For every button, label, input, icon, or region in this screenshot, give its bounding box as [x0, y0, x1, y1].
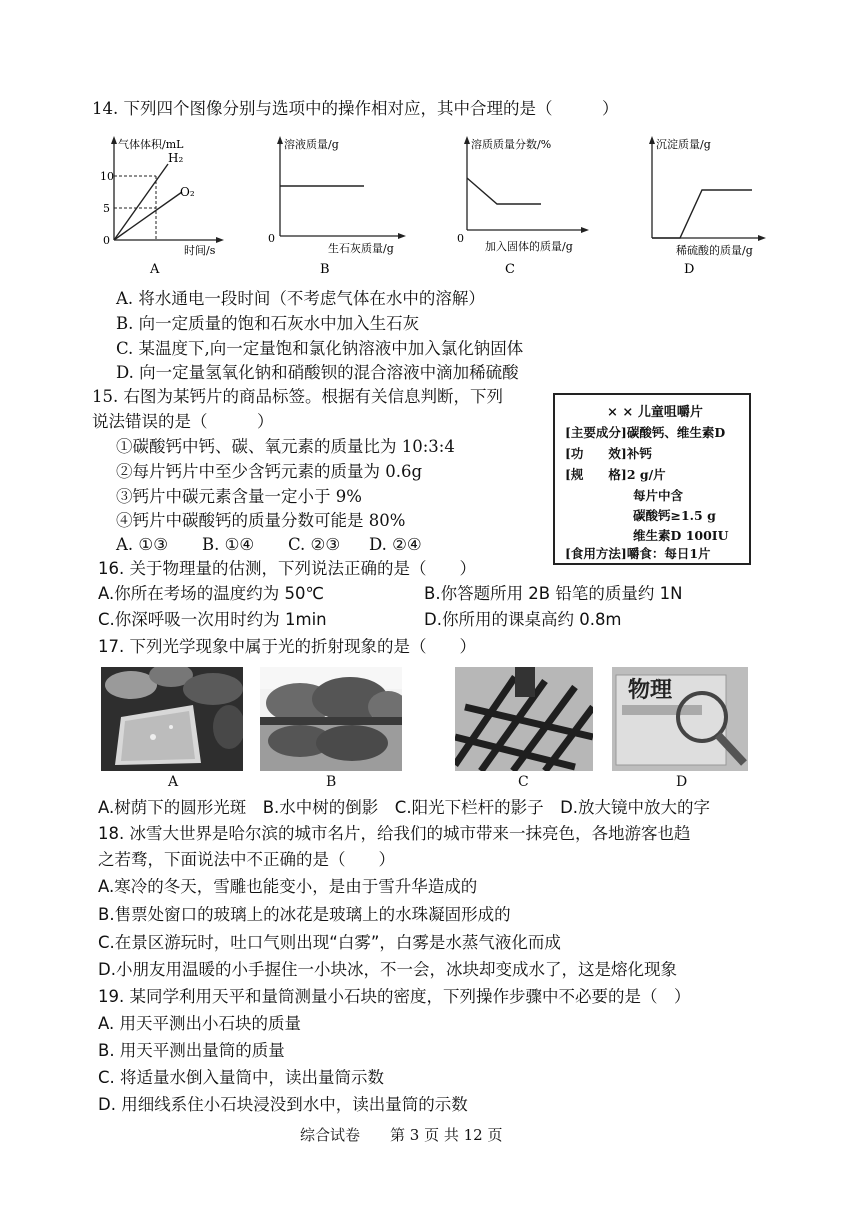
q14-stem: 14. 下列四个图像分别与选项中的操作相对应，其中合理的是（ ） — [92, 99, 619, 118]
q17-stem: 17. 下列光学现象中属于光的折射现象的是（ ） — [98, 637, 476, 656]
graph-c-ylabel: 溶质质量分数/% — [471, 138, 552, 151]
q19-stem: 19. 某同学利用天平和量筒测量小石块的密度，下列操作步骤中不必要的是（ ） — [98, 987, 691, 1006]
graph-c-origin: 0 — [457, 232, 464, 245]
graph-c — [455, 130, 605, 278]
graph-b-origin: 0 — [268, 232, 275, 245]
graph-b-ylabel: 溶液质量/g — [284, 138, 339, 151]
graph-a-tick-10: 10 — [100, 170, 114, 183]
graph-a-xlabel: 时间/s — [184, 244, 216, 257]
q16-option-a: A.你所在考场的温度约为 50℃ — [98, 584, 325, 603]
graph-d-xlabel: 稀硫酸的质量/g — [676, 244, 753, 257]
q18-stem-1: 18. 冰雪大世界是哈尔滨的城市名片，给我们的城市带来一抹亮色，各地游客也趋 — [98, 824, 691, 843]
label-ingredients: [主要成分]碳酸钙、维生素D — [565, 425, 726, 440]
graph-d — [640, 130, 770, 278]
photo-d-magnifier-book — [612, 667, 748, 771]
graph-c-line — [467, 178, 541, 204]
graph-b-svg — [268, 130, 418, 278]
q14-option-c: C. 某温度下,向一定量饱和氯化钠溶液中加入氯化钠固体 — [116, 339, 524, 358]
label-title: × × 儿童咀嚼片 — [607, 405, 703, 420]
q16-option-b: B.你答题所用 2B 铅笔的质量约 1N — [424, 584, 683, 603]
graph-a-o2: O₂ — [180, 185, 195, 199]
photo-caption-a: A — [168, 774, 179, 790]
graph-d-letter: D — [684, 262, 695, 277]
q14-option-b: B. 向一定质量的饱和石灰水中加入生石灰 — [116, 314, 420, 333]
graph-b-letter: B — [320, 262, 330, 277]
q15-choice-a: A. ①③ — [116, 535, 168, 554]
o2-line — [114, 192, 182, 240]
q15-stem-2: 说法错误的是（ ） — [92, 412, 274, 431]
q18-stem-2: 之若骛，下面说法中不正确的是（ ） — [98, 850, 395, 869]
q14-option-a: A. 将水通电一段时间（不考虑气体在水中的溶解） — [116, 289, 485, 308]
q15-item-3: ③钙片中碳元素含量一定小于 9% — [116, 487, 362, 506]
graph-a — [100, 130, 230, 278]
q15-item-1: ①碳酸钙中钙、碳、氧元素的质量比为 10:3:4 — [116, 437, 455, 456]
q16-stem: 16. 关于物理量的估测，下列说法正确的是（ ） — [98, 559, 476, 578]
graph-a-letter: A — [150, 262, 160, 277]
q15-choice-d: D. ②④ — [369, 535, 422, 554]
photo-caption-b: B — [326, 774, 337, 790]
book-title: 物理 — [628, 677, 673, 703]
q19-option-c: C. 将适量水倒入量筒中，读出量筒示数 — [98, 1068, 385, 1087]
q18-option-c: C.在景区游玩时，吐口气则出现“白雾”，白雾是水蒸气液化而成 — [98, 933, 561, 952]
photo-caption-c: C — [518, 774, 529, 790]
graph-b-xlabel: 生石灰质量/g — [328, 242, 394, 255]
q19-option-a: A. 用天平测出小石块的质量 — [98, 1014, 301, 1033]
q18-option-b: B.售票处窗口的玻璃上的冰花是玻璃上的水珠凝固形成的 — [98, 905, 511, 924]
graph-d-svg — [640, 130, 770, 278]
q18-option-a: A.寒冷的冬天，雪雕也能变小，是由于雪升华造成的 — [98, 877, 478, 896]
label-vitd: 维生素D 100IU — [633, 528, 729, 543]
photo-caption-d: D — [676, 774, 688, 790]
photo-c-railing-shadow — [455, 667, 593, 771]
q15-stem-1: 15. 右图为某钙片的商品标签。根据有关信息判断，下列 — [92, 387, 503, 406]
graph-c-xlabel: 加入固体的质量/g — [485, 240, 573, 253]
graph-d-line — [652, 190, 752, 238]
q19-option-d: D. 用细线系住小石块浸没到水中，读出量筒的示数 — [98, 1095, 468, 1114]
q15-item-2: ②每片钙片中至少含钙元素的质量为 0.6g — [116, 462, 423, 481]
page-footer: 综合试卷 第 3 页 共 12 页 — [300, 1126, 503, 1144]
graph-c-letter: C — [505, 262, 515, 277]
q18-option-d: D.小朋友用温暖的小手握住一小块冰，不一会，冰块却变成水了，这是熔化现象 — [98, 960, 677, 979]
q16-option-d: D.你所用的课桌高约 0.8m — [424, 610, 622, 629]
q15-choice-b: B. ①④ — [202, 535, 255, 554]
label-caco3: 碳酸钙≥1.5 g — [633, 508, 716, 523]
graph-b — [268, 130, 418, 278]
label-effect: [功 效]补钙 — [565, 446, 652, 461]
graph-a-ylabel: 气体体积/mL — [118, 138, 184, 151]
graph-a-origin: 0 — [103, 234, 110, 247]
graph-c-svg — [455, 130, 605, 278]
label-spec: [规 格]2 g/片 — [565, 467, 666, 482]
graph-d-ylabel: 沉淀质量/g — [656, 138, 711, 151]
graph-a-svg — [100, 130, 230, 278]
q16-option-c: C.你深呼吸一次用时约为 1min — [98, 610, 327, 629]
photo-b-tree-reflection — [260, 667, 402, 771]
calcium-product-label — [553, 393, 751, 565]
q19-option-b: B. 用天平测出量筒的质量 — [98, 1041, 285, 1060]
label-per-tablet: 每片中含 — [633, 488, 684, 503]
graph-a-h2: H₂ — [168, 151, 184, 165]
label-usage: [食用方法]嚼食：每日1片 — [565, 546, 711, 561]
photo-a-light-spot — [101, 667, 243, 771]
h2-line — [114, 164, 168, 240]
q14-option-d: D. 向一定量氢氧化钠和硝酸钡的混合溶液中滴加稀硫酸 — [116, 363, 519, 382]
q17-options: A.树荫下的圆形光斑 B.水中树的倒影 C.阳光下栏杆的影子 D.放大镜中放大的字 — [98, 798, 711, 817]
graph-a-tick-5: 5 — [103, 202, 110, 215]
q15-choice-c: C. ②③ — [288, 535, 341, 554]
q15-item-4: ④钙片中碳酸钙的质量分数可能是 80% — [116, 511, 406, 530]
